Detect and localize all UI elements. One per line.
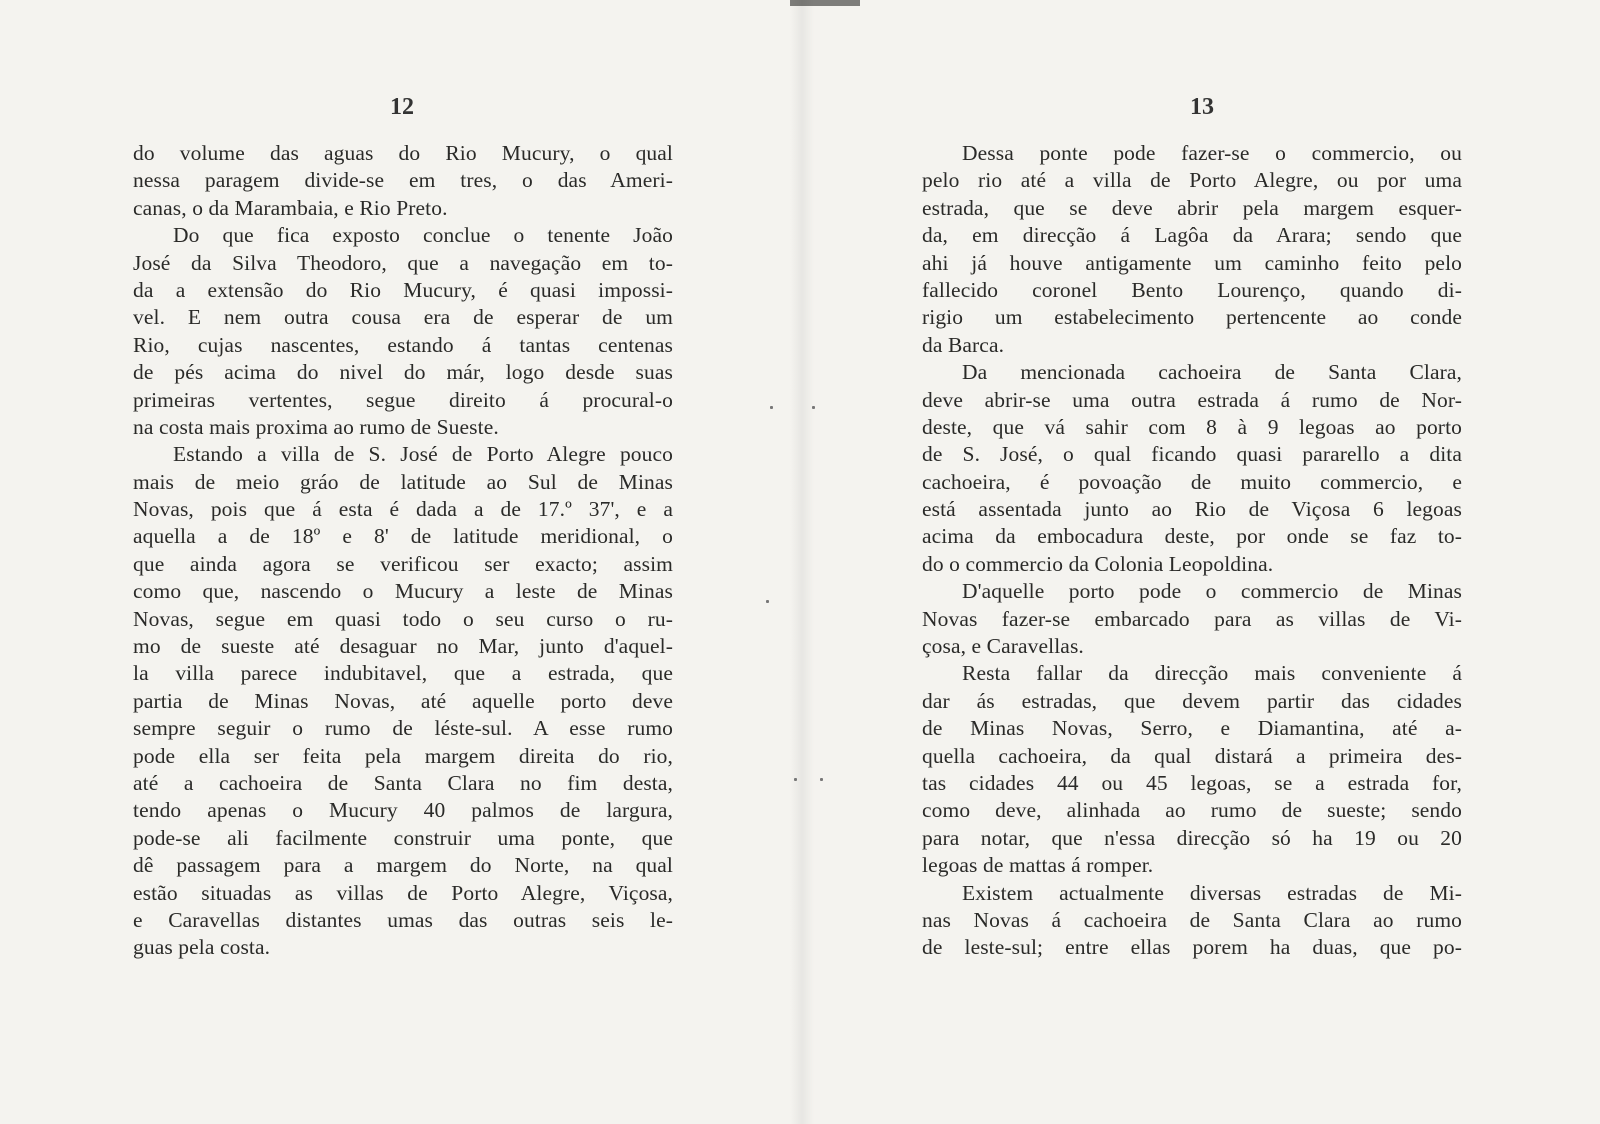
text-line: pelo rio até a villa de Porto Alegre, ou por uma bbox=[922, 168, 1462, 193]
text-line: da a extensão do Rio Mucury, é quasi impossi- bbox=[133, 277, 673, 302]
text-line: Dessa ponte pode fazer-se o commercio, ou bbox=[962, 141, 1462, 165]
text-line: deve abrir-se uma outra estrada á rumo de Nor- bbox=[922, 387, 1462, 412]
left-page-number: 12 bbox=[390, 94, 414, 120]
text-line: dê passagem para a margem do Norte, na qual bbox=[133, 853, 673, 878]
text-line: e Caravellas distantes umas das outras seis le- bbox=[133, 907, 673, 932]
text-line: de Minas Novas, Serro, e Diamantina, até a- bbox=[922, 716, 1462, 741]
text-line: Resta fallar da direcção mais conveniente á bbox=[962, 661, 1462, 686]
text-line: de pés acima do nivel do már, logo desde suas bbox=[133, 360, 673, 385]
text-line: pode ella ser feita pela margem direita do rio, bbox=[133, 743, 673, 768]
text-line: como que, nascendo o Mucury a leste de Minas bbox=[133, 579, 673, 604]
text-line: do volume das aguas do Rio Mucury, o qual bbox=[133, 141, 673, 165]
text-line: da Barca. bbox=[922, 332, 1005, 357]
text-line: primeiras vertentes, segue direito á procural-o bbox=[133, 387, 673, 412]
text-line: la villa parece indubitavel, que a estrada, que bbox=[133, 661, 673, 686]
text-line: legoas de mattas á romper. bbox=[922, 853, 1154, 878]
text-line: nas Novas á cachoeira de Santa Clara ao rumo bbox=[922, 907, 1462, 932]
text-line: partia de Minas Novas, até aquelle porto deve bbox=[133, 688, 673, 713]
text-line: mo de sueste até desaguar no Mar, junto d'aquel- bbox=[133, 634, 673, 659]
right-page bbox=[800, 0, 1600, 1124]
text-line: canas, o da Marambaia, e Rio Preto. bbox=[133, 195, 448, 220]
text-line: da, em direcção á Lagôa da Arara; sendo que bbox=[922, 223, 1462, 248]
text-line: tas cidades 44 ou 45 legoas, se a estrada for, bbox=[922, 770, 1462, 795]
text-line: Rio, cujas nascentes, estando á tantas centenas bbox=[133, 332, 673, 357]
text-line: Novas, segue em quasi todo o seu curso o ru- bbox=[133, 606, 673, 631]
right-page-text bbox=[922, 140, 1462, 962]
text-line: do o commercio da Colonia Leopoldina. bbox=[922, 551, 1274, 576]
text-line: na costa mais proxima ao rumo de Sueste. bbox=[133, 414, 499, 439]
left-page-text bbox=[133, 140, 673, 962]
text-line: D'aquelle porto pode o commercio de Minas bbox=[962, 579, 1462, 604]
text-line: tendo apenas o Mucury 40 palmos de largura, bbox=[133, 798, 673, 823]
text-line: José da Silva Theodoro, que a navegação em to- bbox=[133, 250, 673, 275]
text-line: até a cachoeira de Santa Clara no fim desta, bbox=[133, 770, 673, 795]
text-line: pode-se ali facilmente construir uma ponte, que bbox=[133, 825, 673, 850]
text-line: sempre seguir o rumo de léste-sul. A esse rumo bbox=[133, 716, 673, 741]
text-line: quella cachoeira, da qual distará a primeira des- bbox=[922, 743, 1462, 768]
text-line: deste, que vá sahir com 8 à 9 legoas ao porto bbox=[922, 414, 1462, 439]
text-line: está assentada junto ao Rio de Viçosa 6 legoas bbox=[922, 497, 1462, 522]
text-line: Do que fica exposto conclue o tenente João bbox=[173, 223, 673, 248]
text-line: fallecido coronel Bento Lourenço, quando di- bbox=[922, 277, 1462, 302]
text-line: rigio um estabelecimento pertencente ao conde bbox=[922, 305, 1462, 330]
text-line: de S. José, o qual ficando quasi pararello a dita bbox=[922, 442, 1462, 467]
text-line: dar ás estradas, que devem partir das cidades bbox=[922, 688, 1462, 713]
text-line: acima da embocadura deste, por onde se faz to- bbox=[922, 524, 1462, 549]
text-line: mais de meio gráo de latitude ao Sul de Minas bbox=[133, 469, 673, 494]
text-line: estrada, que se deve abrir pela margem esquer- bbox=[922, 195, 1462, 220]
text-line: çosa, e Caravellas. bbox=[922, 634, 1084, 659]
text-line: Novas, pois que á esta é dada a de 17.º 37', e a bbox=[133, 497, 673, 522]
text-line: Estando a villa de S. José de Porto Alegre pouco bbox=[173, 442, 673, 467]
text-line: como deve, alinhada ao rumo de sueste; sendo bbox=[922, 798, 1462, 823]
text-line: de leste-sul; entre ellas porem ha duas, que po- bbox=[922, 935, 1462, 960]
text-line: guas pela costa. bbox=[133, 935, 271, 960]
right-page-number: 13 bbox=[1190, 94, 1214, 120]
text-line: estão situadas as villas de Porto Alegre, Viçosa, bbox=[133, 880, 673, 905]
text-line: Existem actualmente diversas estradas de Mi- bbox=[962, 880, 1462, 905]
text-line: que ainda agora se verificou ser exacto; assim bbox=[133, 551, 673, 576]
text-line: nessa paragem divide-se em tres, o das Ameri- bbox=[133, 168, 673, 193]
text-line: vel. E nem outra cousa era de esperar de um bbox=[133, 305, 673, 330]
text-line: aquella a de 18º e 8' de latitude meridional, o bbox=[133, 524, 673, 549]
text-line: para notar, que n'essa direcção só ha 19 ou 20 bbox=[922, 825, 1462, 850]
text-line: ahi já houve antigamente um caminho feito pelo bbox=[922, 250, 1462, 275]
text-line: Da mencionada cachoeira de Santa Clara, bbox=[962, 360, 1462, 385]
text-line: cachoeira, é povoação de muito commercio, e bbox=[922, 469, 1462, 494]
text-line: Novas fazer-se embarcado para as villas de Vi- bbox=[922, 606, 1462, 631]
